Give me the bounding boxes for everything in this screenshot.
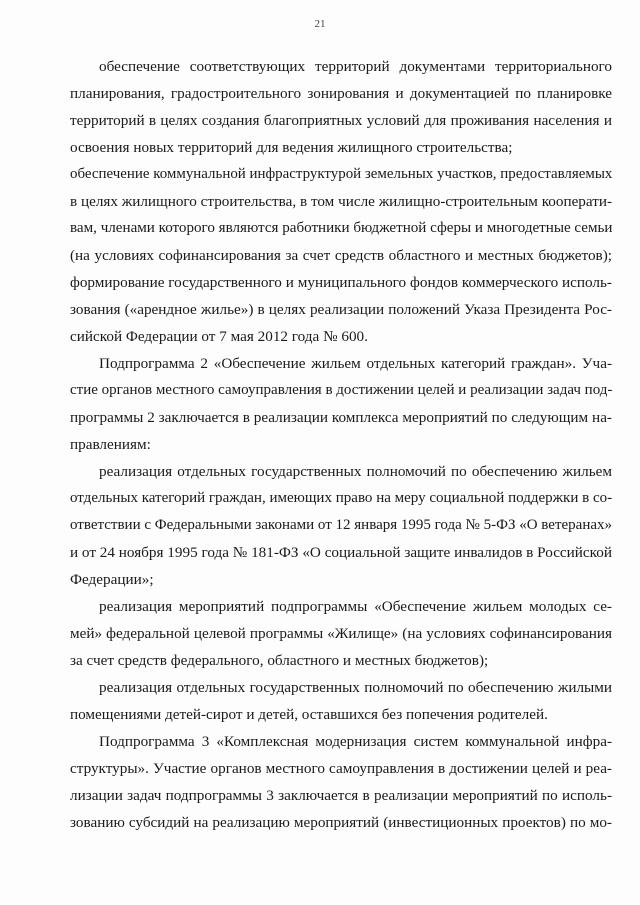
text-line: Подпрограмма 3 «Комплексная модернизация систем коммунальной инфра- [99,733,612,750]
text-line: формирование государственного и муниципального фондов коммерческого исполь- [70,274,612,291]
text-line: в целях жилищного строительства, в том числе жилищно-строительным кооперати- [70,193,612,210]
text-line: реализация мероприятий подпрограммы «Обеспечение жильем молодых се- [99,598,612,615]
text-line: зованию субсидий на реализацию мероприятий (инвестиционных проектов) по мо- [70,814,612,831]
text-line: лизации задач подпрограммы 3 заключается в реализации мероприятий по исполь- [70,787,612,804]
text-line: обеспечение коммунальной инфраструктурой земельных участков, предоставляемых [70,166,613,182]
text-line: и от 24 ноября 1995 года № 181-ФЗ «О социальной защите инвалидов в Российской [70,544,612,561]
text-line: Подпрограмма 2 «Обеспечение жильем отдельных категорий граждан». Уча- [99,355,612,372]
text-line: вам, членами которого являются работники бюджетной сферы и многодетные семьи [70,220,613,236]
text-line: мей» федеральной целевой программы «Жилище» (на условиях софинансирования [70,625,612,642]
text-line: реализация отдельных государственных полномочий по обеспечению жильем [99,463,612,480]
text-line: обеспечение соответствующих территорий документами территориального [99,58,612,75]
text-line: территорий в целях создания благоприятных условий для проживания населения и [70,112,612,129]
text-line: помещениями детей-сирот и детей, оставшихся без попечения родителей. [70,706,548,723]
text-line: планирования, градостроительного зонирования и документацией по планировке [70,85,612,102]
text-line: программы 2 заключается в реализации комплекса мероприятий по следующим на- [70,409,612,426]
page-number: 21 [314,18,326,30]
text-line: (на условиях софинансирования за счет средств областного и местных бюджетов); [70,247,612,264]
text-line: структуры». Участие органов местного самоуправления в достижении целей и реа- [70,760,612,777]
text-line: ответствии с Федеральными законами от 12 января 1995 года № 5-ФЗ «О ветеранах» [70,517,612,533]
text-line: стие органов местного самоуправления в достижении целей и реализации задач под- [70,382,613,398]
text-line: реализация отдельных государственных полномочий по обеспечению жилыми [99,679,612,696]
text-line: Федерации»; [70,571,154,588]
text-line: правлениям: [70,436,151,453]
text-line: освоения новых территорий для ведения жилищного строительства; [70,139,513,156]
text-line: сийской Федерации от 7 мая 2012 года № 600. [70,328,368,345]
text-line: отдельных категорий граждан, имеющих право на меру социальной поддержки в со- [70,490,613,506]
text-line: зования («арендное жилье») в целях реализации положений Указа Президента Рос- [70,301,612,318]
text-line: за счет средств федерального, областного и местных бюджетов); [70,652,489,669]
